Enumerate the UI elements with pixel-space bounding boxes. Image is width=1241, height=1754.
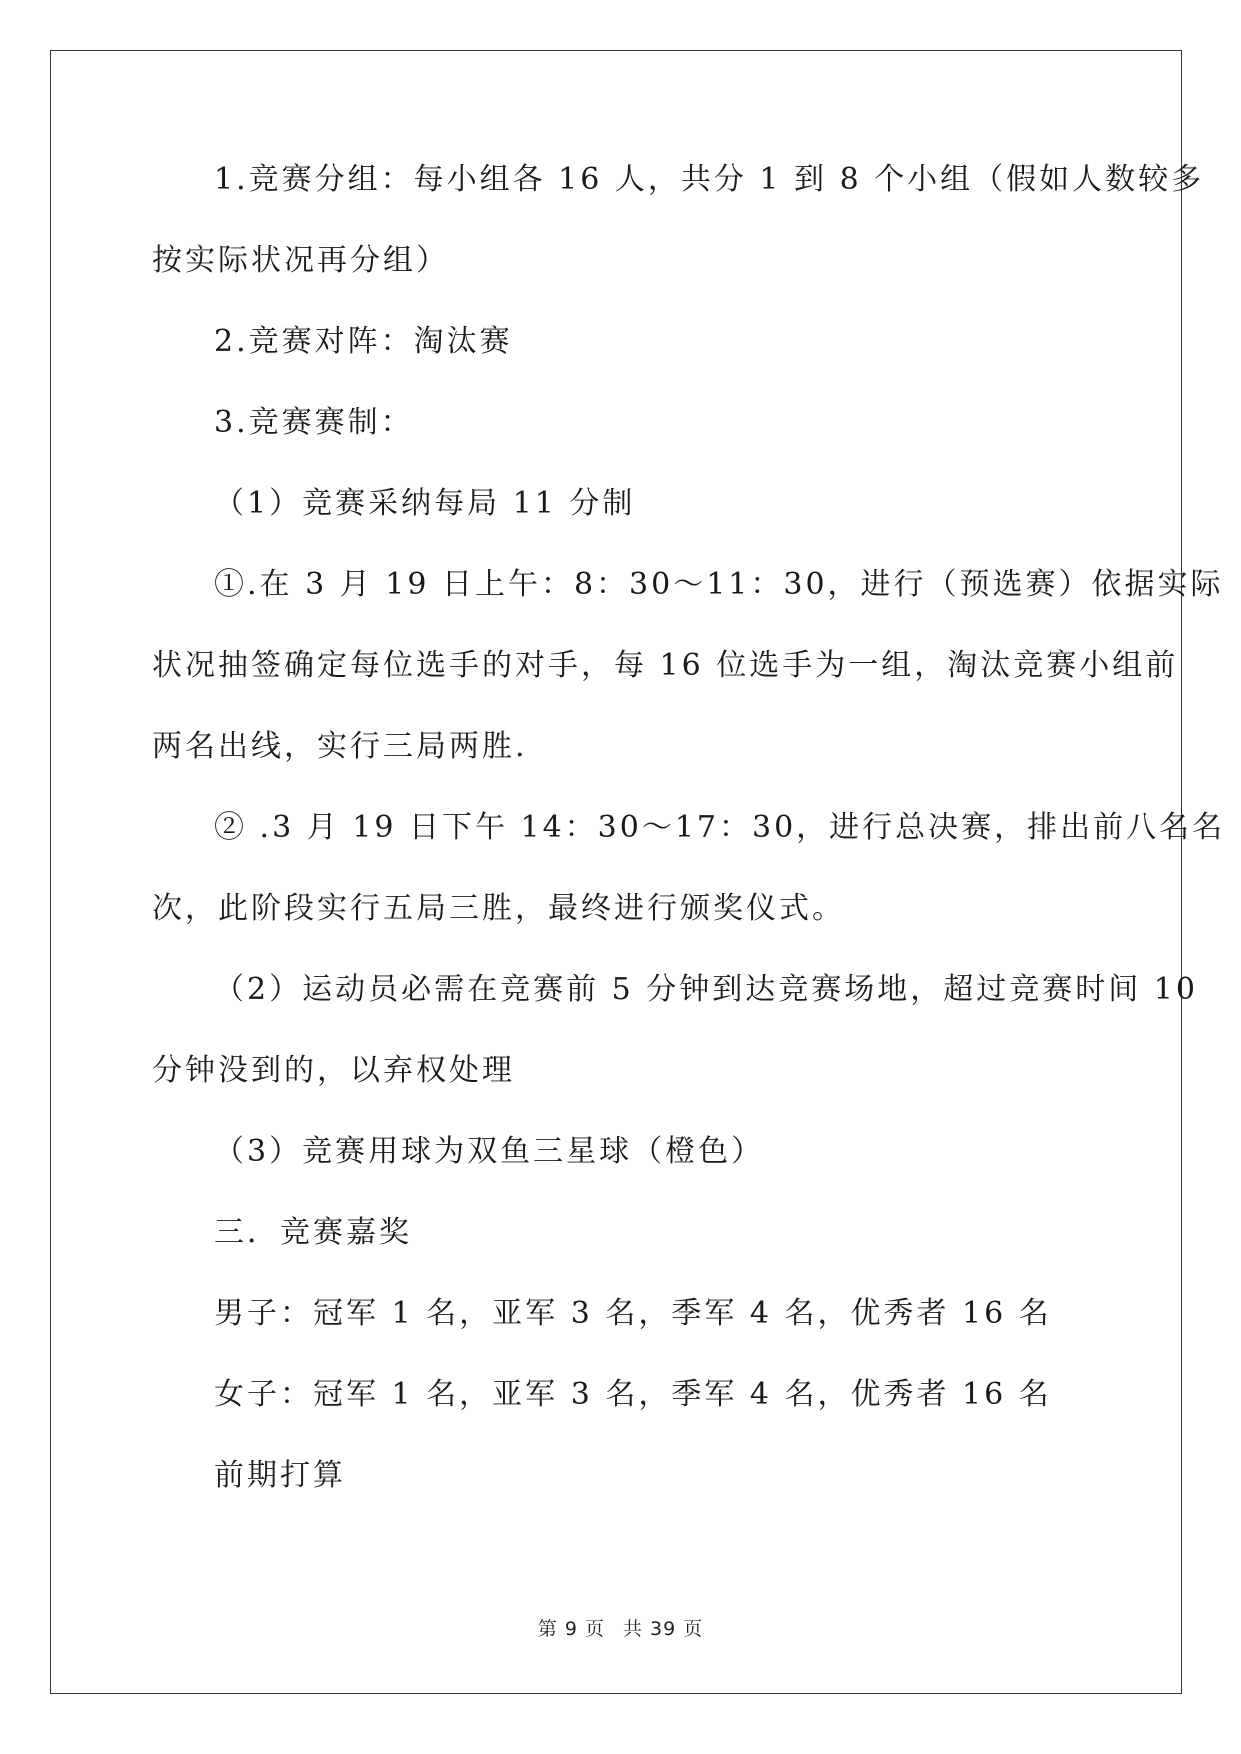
paragraph-awards-women: 女子：冠军 1 名，亚军 3 名，季军 4 名，优秀者 16 名 xyxy=(214,1377,1052,1412)
paragraph-final-line2: 次，此阶段实行五局三胜，最终进行颁奖仪式。 xyxy=(152,891,845,926)
page-border xyxy=(50,50,1182,1694)
paragraph-final-line1: ② .3 月 19 日下午 14：30～17：30，进行总决赛，排出前八名名 xyxy=(214,810,1226,845)
paragraph-awards-men: 男子：冠军 1 名，亚军 3 名，季军 4 名，优秀者 16 名 xyxy=(214,1296,1052,1331)
paragraph-grouping-line1: 1.竞赛分组：每小组各 16 人，共分 1 到 8 个小组（假如人数较多 xyxy=(214,162,1205,197)
paragraph-format-heading: 3.竞赛赛制： xyxy=(214,405,414,440)
paragraph-matchup: 2.竞赛对阵：淘汰赛 xyxy=(214,324,513,359)
paragraph-preliminary-line1: ①.在 3 月 19 日上午：8：30～11：30，进行（预选赛）依据实际 xyxy=(214,567,1224,602)
page-total: 共 39 页 xyxy=(622,1618,704,1640)
page-number: 第 9 页 xyxy=(537,1618,605,1640)
paragraph-preparation: 前期打算 xyxy=(214,1458,346,1493)
paragraph-arrival-line1: （2）运动员必需在竞赛前 5 分钟到达竞赛场地，超过竞赛时间 10 xyxy=(214,972,1198,1007)
page-footer xyxy=(0,1614,1241,1641)
section-heading-awards: 三．竞赛嘉奖 xyxy=(214,1215,412,1250)
paragraph-ball: （3）竞赛用球为双鱼三星球（橙色） xyxy=(214,1134,765,1169)
paragraph-scoring: （1）竞赛采纳每局 11 分制 xyxy=(214,486,636,521)
paragraph-preliminary-line2: 状况抽签确定每位选手的对手，每 16 位选手为一组，淘汰竞赛小组前 xyxy=(152,648,1179,683)
paragraph-grouping-line2: 按实际状况再分组） xyxy=(152,243,449,278)
paragraph-preliminary-line3: 两名出线，实行三局两胜. xyxy=(152,729,528,764)
paragraph-arrival-line2: 分钟没到的，以弃权处理 xyxy=(152,1053,515,1088)
